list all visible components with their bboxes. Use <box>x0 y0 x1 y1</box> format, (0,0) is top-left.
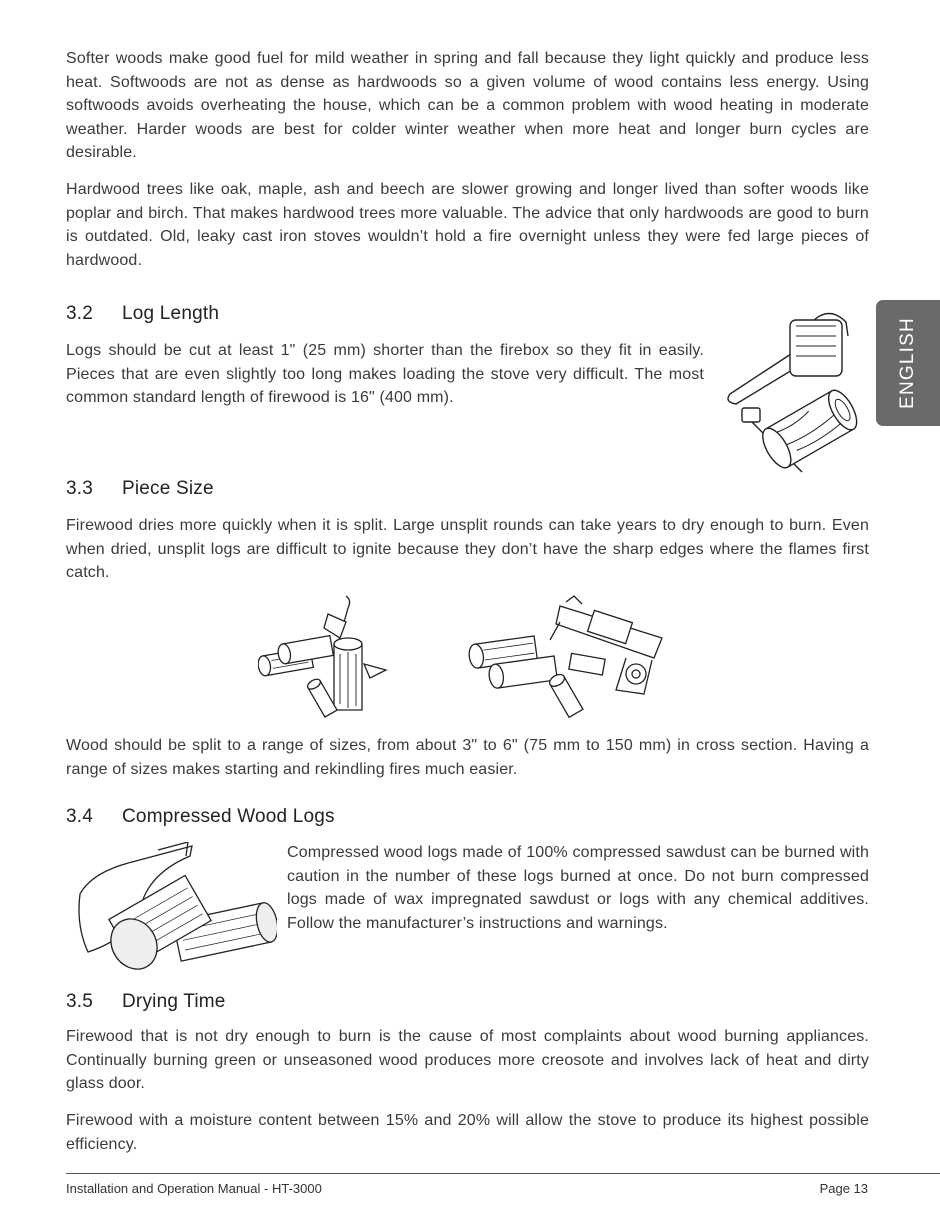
section-number: 3.2 <box>66 303 94 324</box>
section-title: Compressed Wood Logs <box>122 806 335 827</box>
section-number: 3.3 <box>66 478 94 499</box>
language-tab[interactable] <box>876 300 940 426</box>
section-number: 3.5 <box>66 991 94 1012</box>
intro-paragraph-2: Hardwood trees like oak, maple, ash and beech are slower growing and longer lived than softer woods like poplar and birch. That makes hardwood trees more valuable. The advice that only hardwoods are good to burn is outdated. Old, leaky cast iron stoves wouldn’t hold a fire overnight unless they were fed large pieces of hardwood. <box>66 181 869 269</box>
footer-divider <box>66 1173 940 1174</box>
log-length-paragraph: Logs should be cut at least 1" (25 mm) shorter than the firebox so they fit in easily. Pieces that are even slightly too long makes loading the stove very difficult. The most common standard length of firewood is 16" (400 mm). <box>66 342 704 406</box>
log-splitter-illustration <box>466 594 671 722</box>
section-title: Drying Time <box>122 991 226 1012</box>
drying-time-paragraph-2: Firewood with a moisture content between 15% and 20% will allow the stove to produce its highest possible efficiency. <box>66 1112 869 1153</box>
compressed-logs-paragraph: Compressed wood logs made of 100% compressed sawdust can be burned with caution in the number of these logs burned at once. Do not burn compressed logs made of wax impregnated sawdust or logs with any chemical additives. Follow the manufacturer’s instructions and warnings. <box>287 844 869 932</box>
piece-size-paragraph-1: Firewood dries more quickly when it is split. Large unsplit rounds can take years to dry enough to burn. Even when dried, unsplit logs are difficult to ignite because they don’t have the sharp edges where the flames first catch. <box>66 517 869 581</box>
footer-page-number: Page 13 <box>819 1181 868 1196</box>
section-title: Log Length <box>122 303 220 324</box>
intro-paragraph-1: Softer woods make good fuel for mild weather in spring and fall because they light quickly and produce less heat. Softwoods are not as dense as hardwoods so a given volume of wood contains less energy. Using softwoods avoids overheating the house, which can be a common problem with wood heating in moderate weather. Harder woods are best for colder winter weather when more heat and longer burn cycles are desirable. <box>66 50 869 161</box>
section-heading-compressed-wood-logs <box>66 806 335 828</box>
section-heading-piece-size <box>66 478 214 500</box>
drying-time-paragraph-1: Firewood that is not dry enough to burn is the cause of most complaints about wood burning appliances. Continually burning green or unseasoned wood produces more creosote and involves lack of heat and dirty glass door. <box>66 1028 869 1092</box>
language-tab-label: ENGLISH <box>897 317 918 409</box>
section-heading-log-length <box>66 303 219 325</box>
footer-manual-title: Installation and Operation Manual - HT-3000 <box>66 1181 322 1196</box>
chainsaw-illustration <box>722 312 862 484</box>
section-number: 3.4 <box>66 806 94 827</box>
compressed-logs-illustration <box>72 842 277 974</box>
section-heading-drying-time <box>66 991 226 1013</box>
piece-size-paragraph-2: Wood should be split to a range of sizes, from about 3" to 6" (75 mm to 150 mm) in cross section. Having a range of sizes makes starting and rekindling fires much easier. <box>66 737 869 778</box>
section-title: Piece Size <box>122 478 214 499</box>
axe-splitting-illustration <box>258 594 393 722</box>
